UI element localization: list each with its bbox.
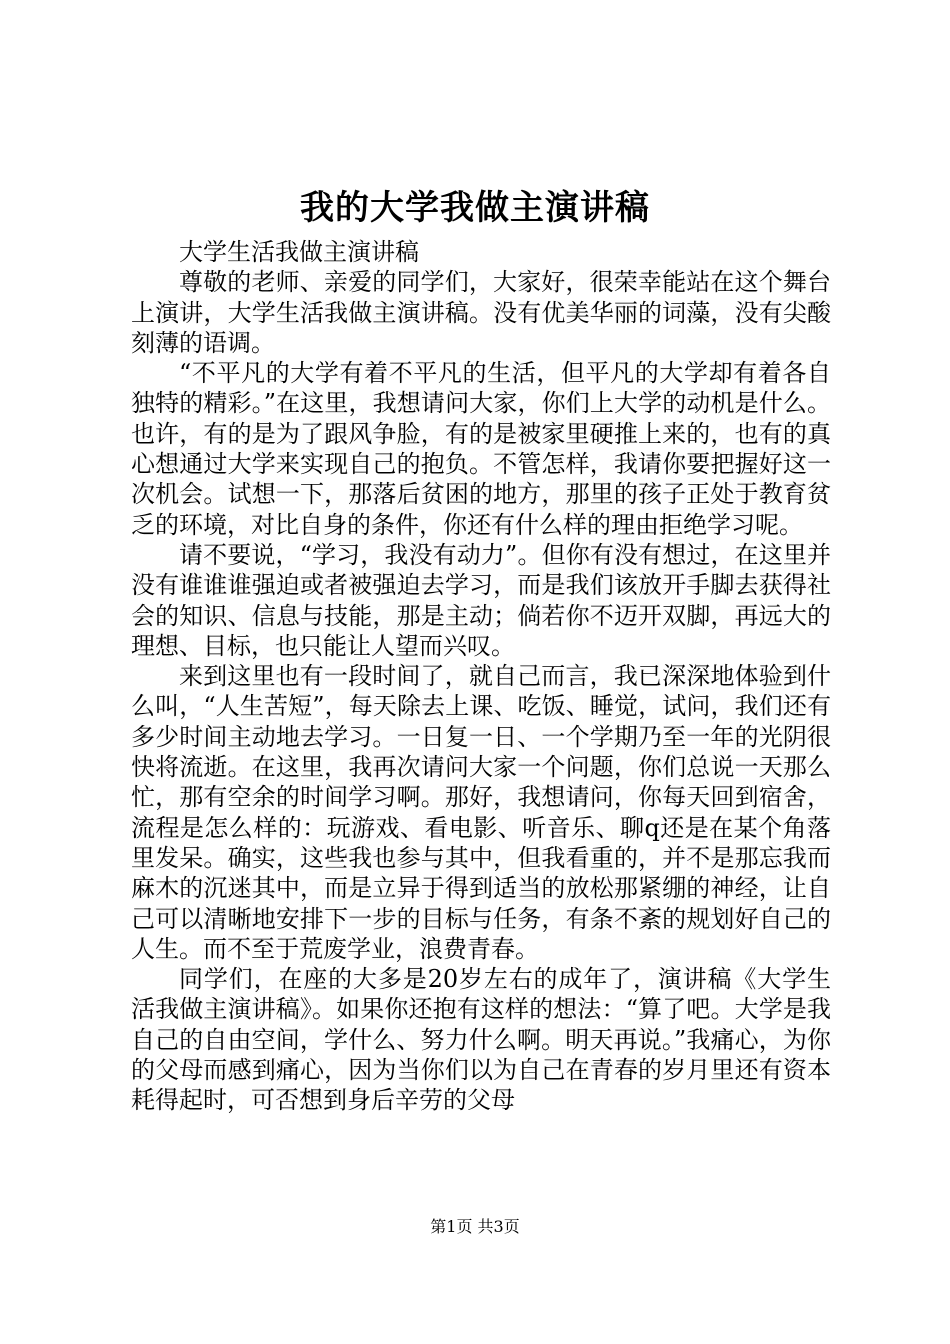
- document-title: 我的大学我做主演讲稿: [300, 188, 650, 228]
- paragraph-youth: 同学们，在座的大多是20岁左右的成年了，演讲稿《大学生活我做主演讲稿》。如果你还抱有这样的想法：“算了吧。大学是我自己的自由空间，学什么、努力什么啊。明天再说。”我痛心，为你的父母而感到痛心，因为当你们以为自己在青春的岁月里还有资本耗得起时，可否想到身后辛劳的父母: [131, 965, 831, 1115]
- paragraph-subtitle: 大学生活我做主演讲稿: [179, 238, 419, 266]
- paragraph-greeting: 尊敬的老师、亲爱的同学们，大家好，很荣幸能站在这个舞台上演讲，大学生活我做主演讲稿。没有优美华丽的词藻，没有尖酸刻薄的语调。: [131, 268, 831, 357]
- page-footer: 第1页 共3页: [430, 1217, 520, 1236]
- paragraph-motivation: “不平凡的大学有着不平凡的生活，但平凡的大学却有着各自独特的精彩。”在这里，我想请问大家，你们上大学的动机是什么。也许，有的是为了跟风争脸，有的是被家里硬推上来的，也有的真心想通过大学来实现自己的抱负。不管怎样，我请你要把握好这一次机会。试想一下，那落后贫困的地方，那里的孩子正处于教育贫乏的环境，对比自身的条件，你还有什么样的理由拒绝学习呢。: [131, 359, 831, 539]
- paragraph-no-excuse: 请不要说，“学习，我没有动力”。但你有没有想过，在这里并没有谁谁谁强迫或者被强迫去学习，而是我们该放开手脚去获得社会的知识、信息与技能，那是主动；倘若你不迈开双脚，再远大的理想、目标，也只能让人望而兴叹。: [131, 540, 831, 660]
- paragraph-time: 来到这里也有一段时间了，就自己而言，我已深深地体验到什么叫，“人生苦短”，每天除去上课、吃饭、睡觉，试问，我们还有多少时间主动地去学习。一日复一日、一个学期乃至一年的光阴很快将流逝。在这里，我再次请问大家一个问题，你们总说一天那么忙，那有空余的时间学习啊。那好，我想请问，你每天回到宿舍，流程是怎么样的：玩游戏、看电影、听音乐、聊q还是在某个角落里发呆。确实，这些我也参与其中，但我看重的，并不是那忘我而麻木的沉迷其中，而是立异于得到适当的放松那紧绷的神经，让自己可以清晰地安排下一步的目标与任务，有条不紊的规划好自己的人生。而不至于荒废学业，浪费青春。: [131, 662, 831, 963]
- document-body: [131, 237, 831, 1116]
